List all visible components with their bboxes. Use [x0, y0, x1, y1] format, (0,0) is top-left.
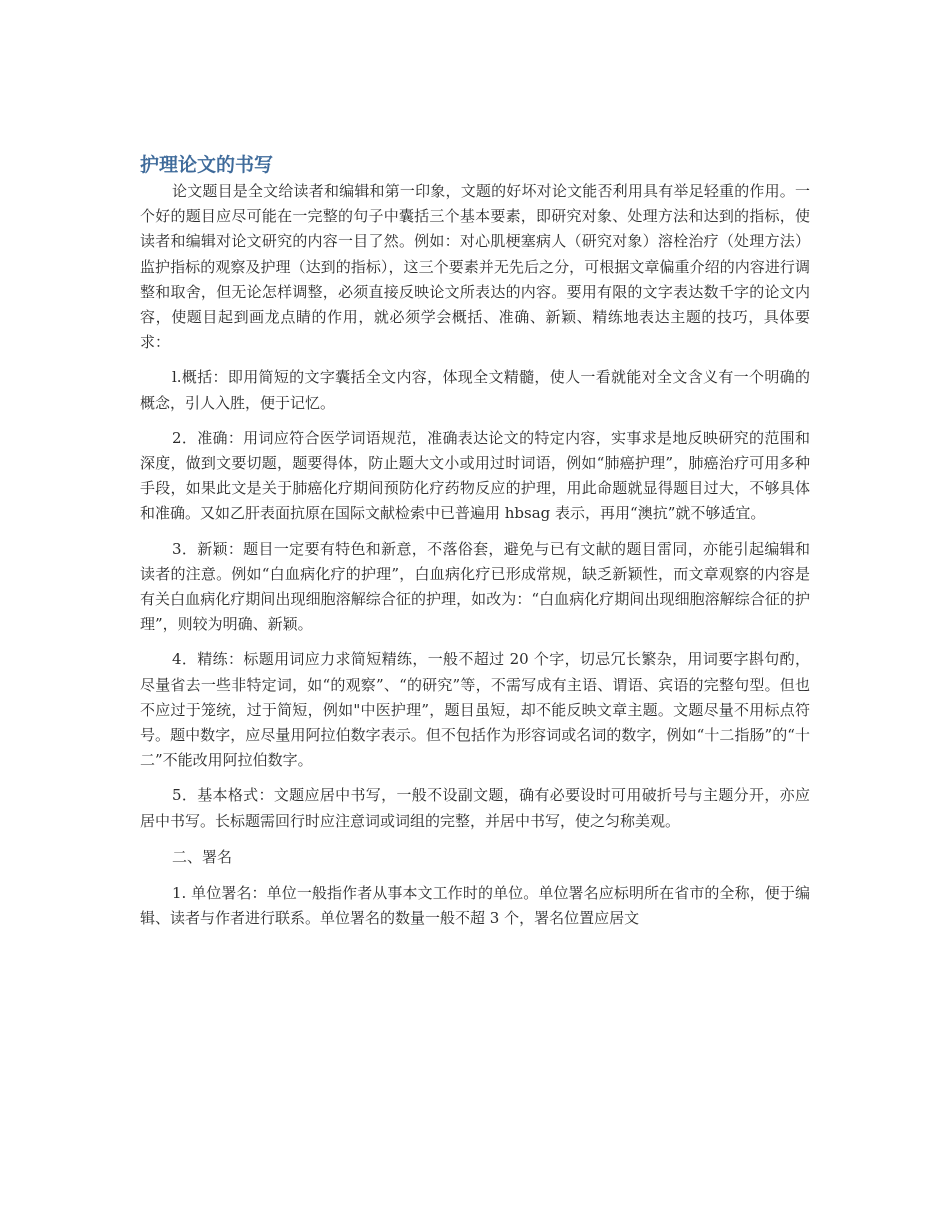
paragraph-item-3: 3．新颖：题目一定要有特色和新意，不落俗套，避免与已有文献的题目雷同，亦能引起编辑和读者的注意。例如“白血病化疗的护理”，白血病化疗已形成常规，缺乏新颖性，而文章观察的内容是有关白血病化疗期间出现细胞溶解综合征的护理，如改为：“白血病化疗期间出现细胞溶解综合征的护理”，则较为明确、新颖。 — [140, 539, 810, 634]
section-heading-signature: 二、署名 — [172, 847, 233, 866]
paragraph-item-1: l.概括：即用简短的文字囊括全文内容，体现全文精髓，使人一看就能对全文含义有一个明确的概念，引人入胜，便于记忆。 — [140, 368, 810, 412]
document-title: 护理论文的书写 — [140, 154, 274, 176]
paragraph-item-2: 2．准确：用词应符合医学词语规范，准确表达论文的特定内容，实事求是地反映研究的范围和深度，做到文要切题，题要得体，防止题大文小或用过时词语，例如“肺癌护理”，肺癌治疗可用多种手段，如果此文是关于肺癌化疗期间预防化疗药物反应的护理，用此命题就显得题目过大，不够具体和准确。又如乙肝表面抗原在国际文献检索中已普遍用 hbsag 表示，再用“澳抗”就不够适宜。 — [140, 428, 810, 523]
paragraph-item-5: 5．基本格式：文题应居中书写，一般不设副文题，确有必要设时可用破折号与主题分开，亦应居中书写。长标题需回行时应注意词或词组的完整，并居中书写，使之匀称美观。 — [140, 786, 810, 830]
document-page — [140, 151, 810, 931]
paragraph-intro: 论文题目是全文给读者和编辑和第一印象，文题的好坏对论文能否利用具有举足轻重的作用。一个好的题目应尽可能在一完整的句子中囊括三个基本要素，即研究对象、处理方法和达到的指标，使读者和编辑对论文研究的内容一目了然。例如：对心肌梗塞病人（研究对象）溶栓治疗（处理方法）监护指标的观察及护理（达到的指标），这三个要素并无先后之分，可根据文章偏重介绍的内容进行调整和取舍，但无论怎样调整，必须直接反映论文所表达的内容。要用有限的文字表达数千字的论文内容，使题目起到画龙点睛的作用，就必须学会概括、准确、新颖、精练地表达主题的技巧，具体要求： — [140, 182, 810, 352]
paragraph-signature-1: 1. 单位署名：单位一般指作者从事本文工作时的单位。单位署名应标明所在省市的全称，便于编辑、读者与作者进行联系。单位署名的数量一般不超 3 个，署名位置应居文 — [140, 884, 810, 928]
paragraph-item-4: 4．精练：标题用词应力求简短精练，一般不超过 20 个字，切忌冗长繁杂，用词要字斟句酌，尽量省去一些非特定词，如“的观察”、“的研究”等，不需写成有主语、谓语、宾语的完整句型。但也不应过于笼统，过于简短，例如"中医护理”，题目虽短，却不能反映文章主题。文题尽量不用标点符号。题中数字，应尽量用阿拉伯数字表示。但不包括作为形容词或名词的数字，例如“十二指肠”的“十二”不能改用阿拉伯数字。 — [140, 650, 810, 770]
